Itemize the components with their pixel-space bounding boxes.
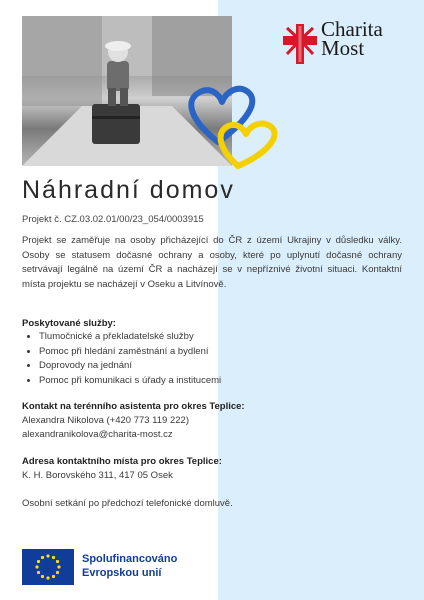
page-title: Náhradní domov [22,176,235,204]
contact-name-phone: Alexandra Nikolova (+420 773 119 222) [22,415,189,426]
services-heading: Poskytované služby: [22,318,116,329]
intro-paragraph: Projekt se zaměřuje na osoby přicházející do ČR z území Ukrajiny v důsledku války. Osoby se statusem dočasné ochrany a osoby, které po uplynutí dočasné ochrany setrvávají legálně na území ČR a nacházejí se v nepříznivé životní situaci. Kontaktní místa projektu se nacházejí v Oseku a Litvínově. [22,235,402,290]
contact-heading: Kontakt na terénního asistenta pro okres Teplice: [22,401,245,412]
logo-line-2: Most [321,36,365,60]
eu-cofinancing-text [82,552,177,580]
list-item: • Pomoc při komunikaci s úřady a institucemi [39,374,221,389]
project-code: Projekt č. CZ.03.02.01/00/23_054/0003915 [22,214,204,225]
list-item: • Tlumočnické a překladatelské služby [39,330,221,345]
list-item: • Pomoc při hledání zaměstnání a bydlení [39,345,221,360]
charita-logo [283,17,413,70]
services-list [22,330,221,388]
address-heading: Adresa kontaktního místa pro okres Teplice: [22,456,222,467]
ukraine-hearts-icon [180,70,290,180]
eu-line-2: Evropskou unií [82,567,162,579]
eu-flag-icon [22,549,74,585]
meeting-note: Osobní setkání po předchozí telefonické domluvě. [22,498,233,509]
logo-line-1: Charita [321,17,383,41]
list-item: • Doprovody na jednání [39,359,221,374]
charita-cross-icon [283,24,317,64]
address-line: K. H. Borovského 311, 417 05 Osek [22,470,173,481]
contact-email: alexandranikolova@charita-most.cz [22,429,173,440]
eu-line-1: Spolufinancováno [82,553,178,565]
